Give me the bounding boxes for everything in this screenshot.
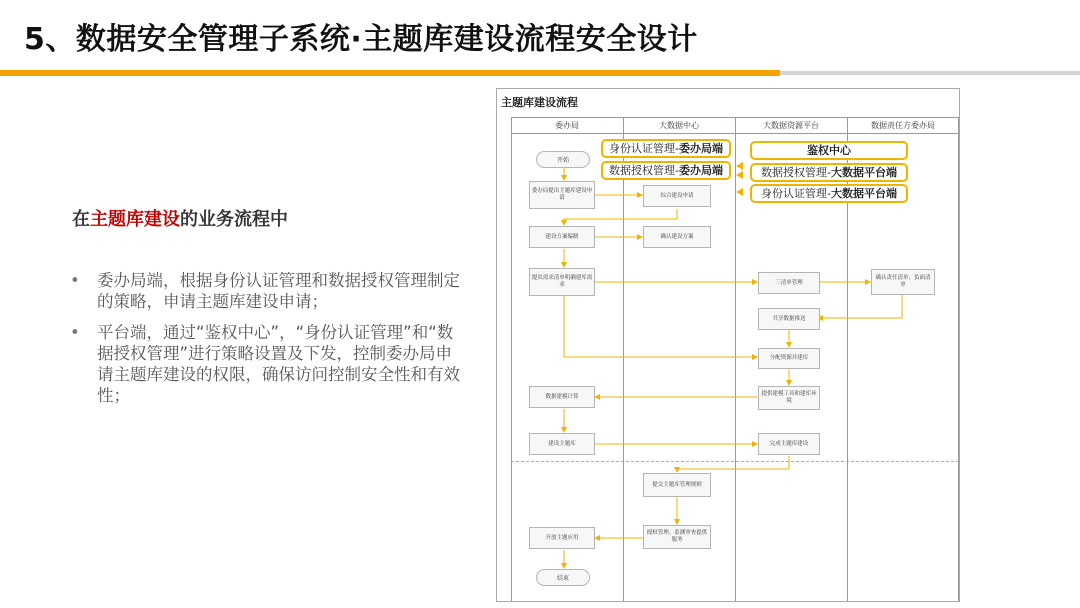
tag-bold-text: 大数据平台端 [830,166,897,179]
tag-bold-text: 委办局端 [678,142,723,155]
pointer-arrow-icon [736,162,743,170]
node-build-lib: 建设主题库 [529,433,595,455]
heading-prefix: 在 [72,209,90,230]
node-build-tool: 提供建模工具和建库环境 [758,386,820,410]
lane-header-data-owner: 数据责任方委办局 [871,121,935,130]
tag-bold-text: 大数据平台端 [830,187,897,200]
node-confirm-plan: 确认建设方案 [643,226,711,248]
title-underline-accent [0,70,780,76]
node-share-data: 共享数据推送 [758,308,820,330]
node-open-lib: 开放主题应用 [529,527,595,549]
lane-header-committee: 委办局 [555,121,579,130]
node-three-list: 三清单管理 [758,272,820,294]
flowchart-title: 主题库建设流程 [501,96,578,109]
node-submit-demand: 提出需求清单明确建库需求 [529,268,595,296]
slide-title: 5、数据安全管理子系统·主题库建设流程安全设计 [24,22,698,57]
tag-auth-platform [750,184,908,203]
title-underline-grey [780,71,1080,75]
node-plan: 建设方案编制 [529,226,595,248]
heading-highlight: 主题库建设 [90,209,180,230]
lane-header-bigdata-center: 大数据中心 [659,121,699,130]
bullet-item-platform: • 平台端，通过“鉴权中心”，“身份认证管理”和“数据授权管理”进行策略设置及下发，控制委办局申请主题库建设的权限，确保访问控制安全性和有效性； [70,322,460,406]
bullet-item-committee: • 委办局端，根据身份认证管理和数据授权管理制定的策略，申请主题库建设申请； [70,270,460,312]
node-access: 授权管理、监测审查提供服务 [643,525,711,549]
node-apply: 委办局提出主题库建设申请 [529,181,595,209]
node-end: 结束 [536,569,590,586]
tag-bold-text: 委办局端 [678,164,723,177]
pointer-arrow-icon [736,171,743,179]
node-start: 开始 [536,151,590,168]
node-complete-lib: 完成主题库建设 [758,433,820,455]
node-register: 提交主题库管理规则 [643,473,711,497]
node-data-compute: 数据建模计算 [529,386,595,408]
node-confirm-resp: 确认责任清单、负面清单 [871,269,935,295]
pointer-arrow-icon [736,188,743,196]
tag-grant-committee [601,161,731,180]
tag-auth-center: 鉴权中心 [750,141,908,160]
tag-text: 身份认证管理- [609,142,679,155]
lane-header-resource-platform: 大数据资源平台 [763,121,819,130]
tag-auth-committee [601,139,731,158]
flowchart-panel [496,88,960,602]
node-allocate: 分配资源并建库 [758,348,820,369]
tag-text: 数据授权管理- [761,166,831,179]
tag-grant-platform [750,163,908,182]
section-heading [72,205,288,231]
node-review: 综合建设申请 [643,185,711,207]
tag-text: 数据授权管理- [609,164,679,177]
tag-text: 身份认证管理- [761,187,831,200]
bullet-list [70,270,460,416]
heading-suffix: 的业务流程中 [180,209,288,230]
